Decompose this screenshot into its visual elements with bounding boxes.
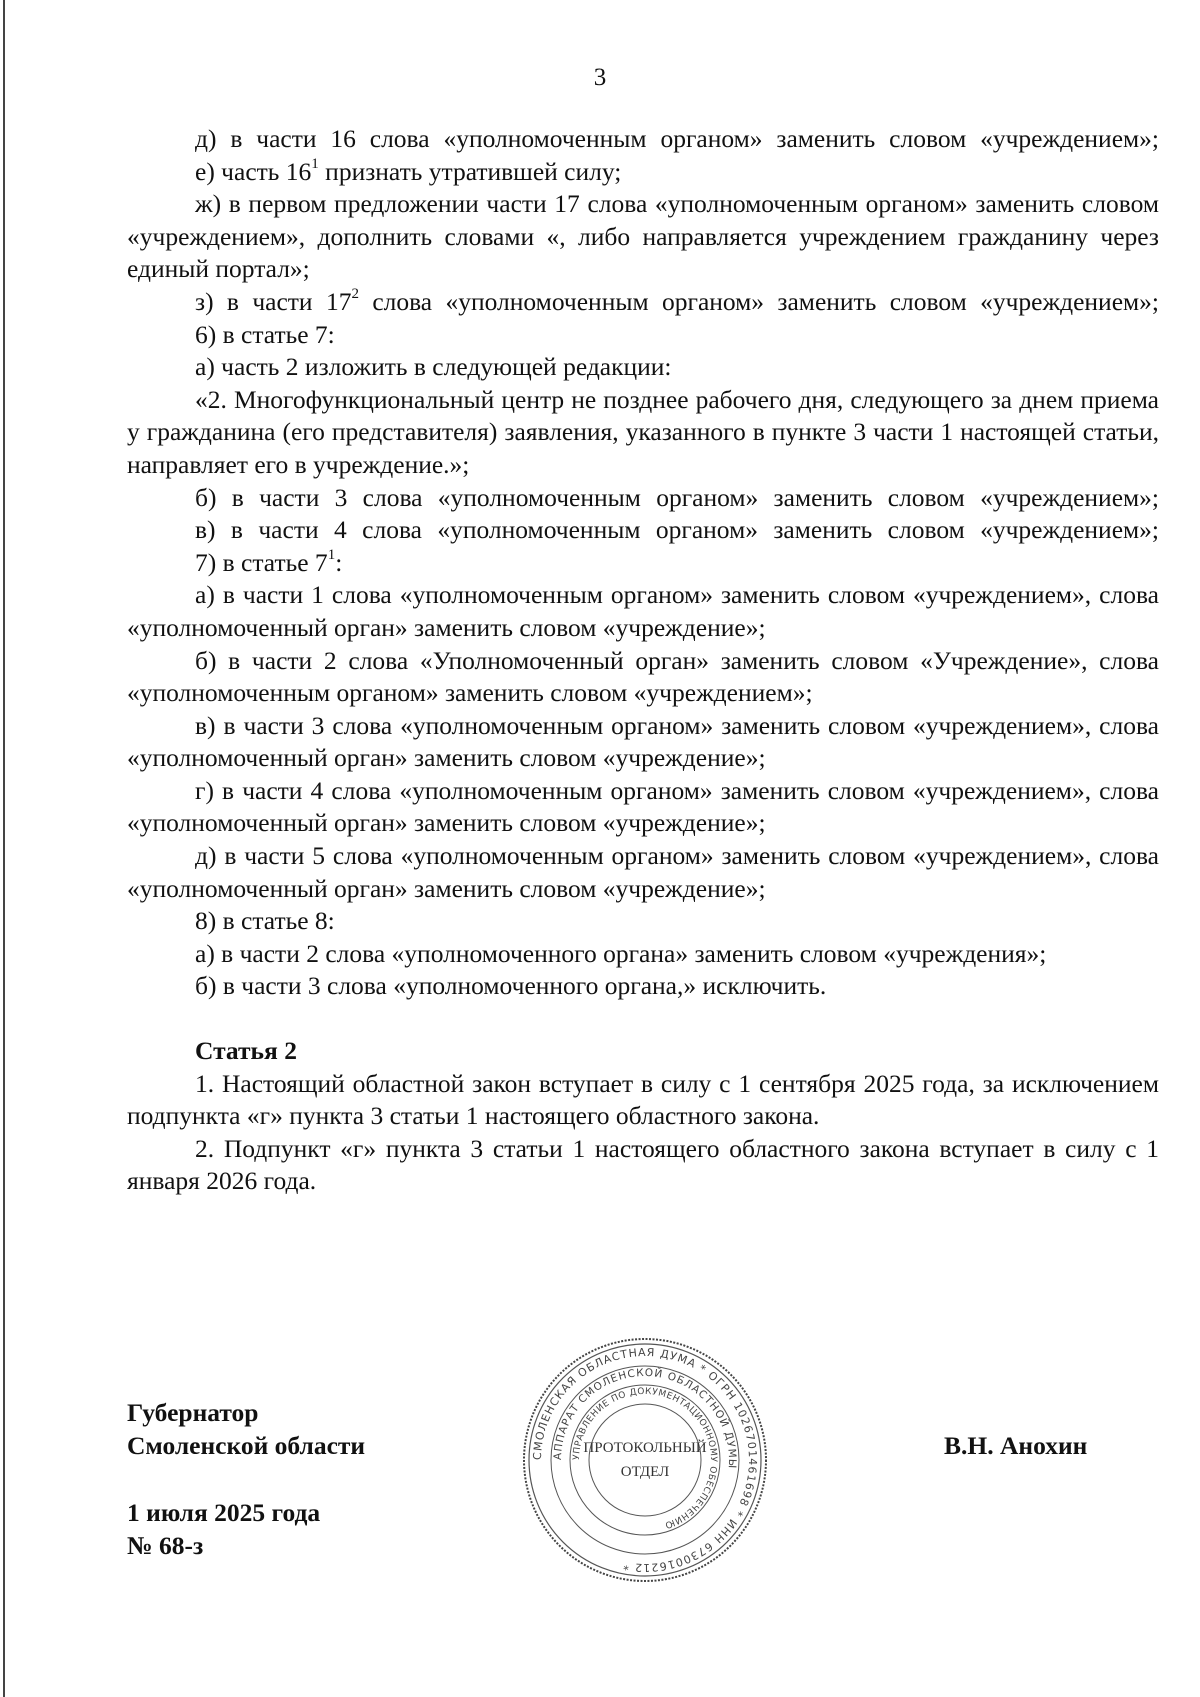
law-date: 1 июля 2025 года xyxy=(127,1498,321,1527)
seal-center-line: ПРОТОКОЛЬНЫЙ xyxy=(583,1440,707,1456)
superscript: 1 xyxy=(311,156,319,173)
law-number: № 68-з xyxy=(127,1531,204,1560)
paragraph-text: 8) в статье 8: xyxy=(195,906,335,936)
paragraph-text: б) в части 3 слова «уполномоченным органом» заменить словом «учреждением»; xyxy=(195,482,1159,512)
paragraph-text: г) в части 4 слова «уполномоченным органом» заменить словом «учреждением», слова «уполномоченный орган» заменить словом «учреждение»; xyxy=(127,775,1159,838)
paragraph xyxy=(127,351,1159,384)
paragraph-text: б) в части 3 слова «уполномоченного органа,» исключить. xyxy=(195,971,827,1001)
paragraph xyxy=(127,710,1159,775)
paragraph xyxy=(127,938,1159,971)
paragraph-text: з) в части 17 xyxy=(195,286,352,316)
seal-inner-text: УПРАВЛЕНИЕ ПО ДОКУМЕНТАЦИОННОМУ ОБЕСПЕЧЕНИЮ xyxy=(571,1386,719,1530)
seal-outer-text: СМОЛЕНСКАЯ ОБЛАСТНАЯ ДУМА * ОГРН 1026701461698 * ИНН 6730016212 * xyxy=(530,1345,760,1575)
paragraph xyxy=(127,775,1159,840)
paragraph-text: а) в части 2 слова «уполномоченного органа» заменить словом «учреждения»; xyxy=(195,938,1047,968)
spacer xyxy=(127,1003,1159,1035)
document-body xyxy=(127,123,1159,1198)
paragraph-text: 6) в статье 7: xyxy=(195,319,335,349)
official-seal xyxy=(520,1335,770,1585)
paragraph xyxy=(127,905,1159,938)
seal-middle-text: АППАРАТ СМОЛЕНСКОЙ ОБЛАСТНОЙ ДУМЫ xyxy=(551,1366,739,1470)
paragraph-text: д) в части 5 слова «уполномоченным органом» заменить словом «учреждением», слова «уполномоченный орган» заменить словом «учреждение»; xyxy=(127,841,1159,903)
signatory-position xyxy=(127,1396,365,1462)
paragraph xyxy=(127,514,1159,547)
paragraph-text: б) в части 2 слова «Уполномоченный орган» заменить словом «Учреждение», слова «уполномоченным органом» заменить словом «учреждением»; xyxy=(127,645,1159,708)
paragraph-text: «2. Многофункциональный центр не позднее рабочего дня, следующего за днем приема у гражданина (его представителя) заявления, указанного в пункте 3 части 1 настоящей статьи, направляет его в учреждение.»; xyxy=(127,384,1159,479)
law-date-block xyxy=(127,1496,320,1562)
paragraph xyxy=(127,384,1159,482)
paragraph-text: а) в части 1 слова «уполномоченным органом» заменить словом «учреждением», слова «уполномоченный орган» заменить словом «учреждение»; xyxy=(127,580,1159,642)
superscript: 1 xyxy=(327,547,336,564)
paragraph xyxy=(127,123,1159,156)
page-number: 3 xyxy=(593,64,607,91)
article-heading: Статья 2 xyxy=(195,1036,297,1066)
signatory-position-line: Смоленской области xyxy=(127,1431,366,1460)
paragraph-text: 7) в статье 7 xyxy=(195,547,328,577)
paragraph xyxy=(127,156,1159,189)
signatory-name: В.Н. Анохин xyxy=(944,1431,1088,1460)
paragraph: 2. Подпункт «г» пункта 3 статьи 1 настоящего областного закона вступает в силу с 1 января 2026 года. xyxy=(127,1133,1159,1196)
paragraph-text: слова «уполномоченным органом» заменить словом «учреждением»; xyxy=(358,286,1159,316)
paragraph xyxy=(127,840,1159,905)
paragraph-text: ж) в первом предложении части 17 слова «уполномоченным органом» заменить словом «учреждением», дополнить словами «, либо направляется учреждением гражданину через единый портал»; xyxy=(127,189,1159,284)
paragraph-text: : xyxy=(335,547,343,577)
paragraph xyxy=(127,579,1159,644)
paragraph xyxy=(127,547,1159,580)
seal-center-line: ОТДЕЛ xyxy=(620,1464,670,1480)
paragraph xyxy=(127,970,1159,1003)
seal-center xyxy=(520,1335,770,1585)
paragraph-text: е) часть 16 xyxy=(195,156,312,186)
paragraph: 1. Настоящий областной закон вступает в силу с 1 сентября 2025 года, за исключением подпункта «г» пункта 3 статьи 1 настоящего областного закона. xyxy=(127,1068,1159,1131)
paragraph-text: а) часть 2 изложить в следующей редакции: xyxy=(195,352,672,382)
paragraph-text: д) в части 16 слова «уполномоченным органом» заменить словом «учреждением»; xyxy=(195,124,1159,153)
superscript: 2 xyxy=(351,286,359,303)
paragraph xyxy=(127,286,1159,319)
paragraph xyxy=(127,482,1159,515)
scan-left-edge xyxy=(3,0,5,1697)
paragraph xyxy=(127,319,1159,352)
paragraph-text: в) в части 4 слова «уполномоченным органом» заменить словом «учреждением»; xyxy=(195,515,1159,545)
paragraph xyxy=(127,188,1159,286)
paragraph-text: признать утратившей силу; xyxy=(318,156,622,186)
paragraph xyxy=(127,645,1159,710)
signatory-position-line: Губернатор xyxy=(127,1398,259,1427)
paragraph-text: в) в части 3 слова «уполномоченным органом» заменить словом «учреждением», слова «уполномоченный орган» заменить словом «учреждение»; xyxy=(127,710,1159,773)
